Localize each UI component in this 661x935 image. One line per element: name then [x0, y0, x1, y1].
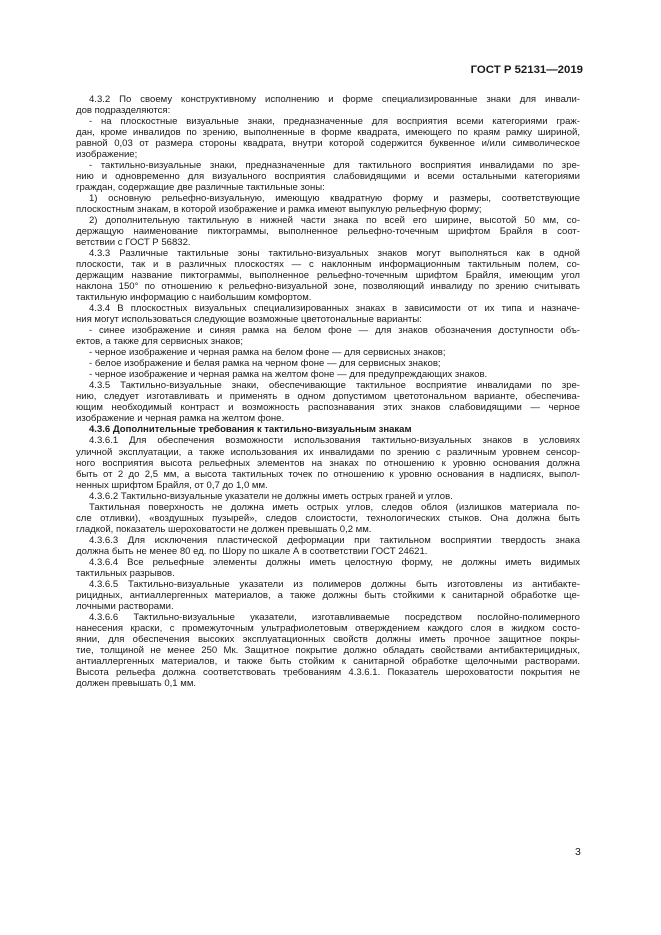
text-line: 4.3.6.3 Для исключения пластической деформации при тактильном восприятии твердость знака [89, 534, 580, 546]
text-line: тие, толщиной не менее 250 Мк. Защитное покрытие должно обладать свойствами антибактерицидных, [76, 644, 580, 656]
text-line: нию и одновременно для визуального восприятия слабовидящими и всеми остальными категориями [76, 171, 580, 183]
text-line: плоскостным знакам, в которой изображение и рамка имеют выпуклую рельефную форму; [76, 204, 482, 216]
text-line: 4.3.2 По своему конструктивному исполнению и форме специализированные знаки для инвали- [89, 94, 580, 105]
text-line: тактильных разрывов. [76, 567, 175, 579]
text-line: равной 0,03 от размера стороны квадрата, внутри которой содержится буквенное и/или символическое [76, 138, 580, 150]
text-line: рицидных, антиаллергенных материалов, а также должны быть стойкими к санитарной обработке ще- [76, 589, 580, 601]
text-line: дан, кроме инвалидов по зрению, выполненные в форме квадрата, имеющего по краям рамку шириной, [76, 127, 580, 139]
text-line: 4.3.6.5 Тактильно-визуальные указатели из полимеров должны быть изготовлены из антибакте- [89, 578, 580, 590]
text-line: ного восприятия высота рельефных элементов на знаках по отношению к уровню основания должна [76, 457, 580, 469]
text-line: ветствии с ГОСТ Р 56832. [76, 237, 191, 249]
text-line: граждан, содержащие две различные тактильные зоны: [76, 182, 325, 194]
text-line: наклона 150° по отношению к рельефно-визуальной зоне, позволяющий инвалиду по зрению считывать [76, 281, 580, 293]
text-line: нанесения краски, с промежуточным ультрафиолетовым отверждением каждого слоя в жидком состо- [76, 622, 580, 634]
text-line: должна быть не менее 80 ед. по Шору по шкале А в соответствии ГОСТ 24621. [76, 545, 428, 557]
text-line: ненных шрифтом Брайля, от 0,7 до 1,0 мм. [76, 479, 268, 491]
text-line: 4.3.5 Тактильно-визуальные знаки, обеспечивающие тактильное восприятие инвалидами по зре- [89, 380, 580, 392]
text-line: 2) дополнительную тактильную в нижней части знака по всей его ширине, высотой 50 мм, со- [89, 215, 580, 227]
text-line: - на плоскостные визуальные знаки, предназначенные для восприятия всеми категориями граж- [89, 116, 580, 128]
text-line: ющим необходимый контраст и возможность распознавания этих знаков слабовидящими — черное [76, 402, 580, 414]
section-heading-line: 4.3.6 Дополнительные требования к тактильно-визуальным знакам [89, 424, 412, 436]
text-line: 4.3.6.6 Тактильно-визуальные указатели, изготавливаемые посредством послойно-полимерного [89, 611, 580, 623]
text-line: - белое изображение и белая рамка на черном фоне — для сервисных знаков; [89, 358, 441, 370]
text-line: изображение; [76, 149, 138, 161]
text-line: Тактильная поверхность не должна иметь острых углов, следов облоя (излишков материала по- [89, 501, 580, 513]
text-line: 4.3.6.1 Для обеспечения возможности использования тактильно-визуальных знаков в условиях [89, 435, 580, 447]
text-line: - черное изображение и черная рамка на белом фоне — для сервисных знаков; [89, 347, 446, 359]
text-line: держащим название пиктограммы, выполненное рельефно-точечным шрифтом Брайля, имеющим угол [76, 270, 580, 282]
text-line: держащую наименование пиктограммы, выполненное рельефно-точечным шрифтом Брайля в соот- [76, 226, 580, 238]
text-line: антиаллергенных материалов, и также быть стойким к санитарной обработке щелочными растворами. [76, 655, 580, 667]
text-line: янии, для обеспечения высоких эксплуатационных свойств должны иметь прочное защитное покры- [76, 633, 580, 645]
text-line: гладкой, показатель шероховатости не должен превышать 0,2 мм. [76, 523, 372, 535]
text-line: ния могут использоваться следующие возможные цветотональные варианты: [76, 314, 422, 326]
text-line: 1) основную рельефно-визуальную, имеющую квадратную форму и размеры, соответствующие [89, 193, 580, 205]
text-line: 4.3.6.2 Тактильно-визуальные указатели не должны иметь острых граней и углов. [89, 490, 453, 502]
document-body [76, 94, 580, 689]
text-line: ектов, а также для сервисных знаков; [76, 336, 243, 348]
text-line: - синее изображение и синяя рамка на белом фоне — для знаков обозначения доступности объ- [89, 325, 580, 337]
text-line: Высота рельефа должна соответствовать требованиям 4.3.6.1. Показатель шероховатости покрытия не [76, 666, 580, 678]
text-line: лочными растворами. [76, 600, 174, 612]
text-line: тактильную информацию с наибольшим комфортом. [76, 292, 312, 304]
text-line: сле отливки), «воздушных пузырей», следов слоистости, технологических стыков. Она должна быть [76, 512, 580, 524]
text-line: дов подразделяются: [76, 105, 171, 117]
text-line: 4.3.3 Различные тактильные зоны тактильно-визуальных знаков могут выполняться как в одной [89, 248, 580, 260]
text-line: уличной эксплуатации, а также использования их инвалидами по зрению с различным уровнем сенсор- [76, 446, 580, 458]
text-line: плоскости, так и в различных плоскостях — с наклонным информационным тактильным полем, со- [76, 259, 580, 271]
text-line: 4.3.4 В плоскостных визуальных специализированных знаках в зависимости от их типа и назначе- [89, 303, 580, 315]
text-line: - черное изображение и черная рамка на желтом фоне — для предупреждающих знаков. [89, 369, 488, 381]
text-line: - тактильно-визуальные знаки, предназначенные для тактильного восприятия инвалидами по зре- [89, 160, 580, 172]
text-line: 4.3.6.4 Все рельефные элементы должны иметь целостную форму, не должны иметь видимых [89, 556, 580, 568]
text-line: изображение и черная рамка на желтом фоне. [76, 413, 285, 425]
text-line: нию, следует изготавливать и применять в одном допустимом цветотональном варианте, обеспечива- [76, 391, 580, 403]
text-line: быть от 2 до 2,5 мм, а высота тактильных точек по отношению к уровню основания в надписях, выпол- [76, 468, 580, 480]
document-number-header: ГОСТ Р 52131—2019 [470, 64, 583, 76]
text-line: должен превышать 0,1 мм. [76, 677, 197, 689]
page-number: 3 [575, 846, 581, 858]
